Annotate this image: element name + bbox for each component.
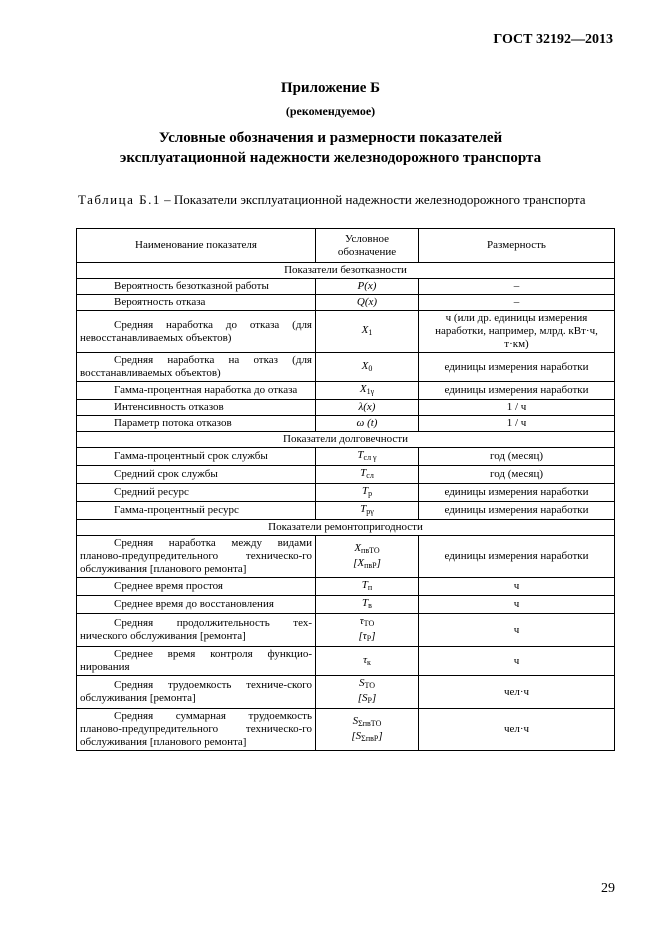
symbol-stack xyxy=(360,383,374,398)
symbol-main: S xyxy=(352,714,359,727)
table-row xyxy=(77,502,615,520)
table-row xyxy=(77,382,615,400)
table-row xyxy=(77,448,615,466)
indicator-name: Средняя трудоемкость техниче-ского обслуживания [ремонта] xyxy=(77,676,316,709)
symbol-primary xyxy=(362,579,372,594)
symbol-main: T xyxy=(361,485,369,497)
symbol-subscript: сл γ xyxy=(363,453,377,462)
table-row xyxy=(77,709,615,751)
symbol-alt-close: ] xyxy=(371,692,377,704)
symbol-main: P(x) xyxy=(357,280,377,292)
symbol-main: X xyxy=(361,324,369,336)
symbol-stack xyxy=(359,401,376,413)
indicator-symbol xyxy=(316,596,419,614)
document-code: ГОСТ 32192—2013 xyxy=(493,32,613,47)
symbol-subscript: в xyxy=(368,601,372,610)
appendix-subtitle: (рекомендуемое) xyxy=(285,104,376,118)
symbol-alt-close: ] xyxy=(378,729,383,742)
indicator-dimension: единицы измерения наработки xyxy=(419,484,615,502)
symbol-stack xyxy=(362,597,372,612)
symbol-stack xyxy=(360,467,374,482)
table-row xyxy=(77,311,615,353)
symbol-stack xyxy=(359,615,376,645)
symbol-alternate xyxy=(359,630,376,645)
symbol-alt-main: [S xyxy=(357,692,368,704)
symbol-main: Q(x) xyxy=(356,296,378,308)
indicator-dimension: – xyxy=(419,295,615,311)
symbol-subscript: сл xyxy=(366,471,374,480)
indicator-name: Интенсивность отказов xyxy=(77,400,316,416)
symbol-main: S xyxy=(358,677,365,689)
indicator-name: Вероятность отказа xyxy=(77,295,316,311)
indicator-symbol xyxy=(316,578,419,596)
indicator-dimension: ч xyxy=(419,614,615,647)
symbol-alt-close: ] xyxy=(376,556,381,569)
symbol-main: T xyxy=(362,597,369,609)
indicator-symbol xyxy=(316,709,419,751)
indicator-name: Вероятность безотказной работы xyxy=(77,279,316,295)
symbol-primary xyxy=(363,654,371,669)
indicator-name: Средняя суммарная трудоемкость планово-предупредительного техническо-го обслуживания [планового ремонта] xyxy=(77,709,316,751)
indicator-dimension: чел·ч xyxy=(419,676,615,709)
symbol-subscript: к xyxy=(367,657,371,667)
header-name: Наименование показателя xyxy=(77,229,316,263)
table-row xyxy=(77,578,615,596)
symbol-subscript: рγ xyxy=(366,507,374,516)
indicator-symbol xyxy=(316,502,419,520)
indicator-symbol xyxy=(316,382,419,400)
indicator-dimension: 1 / ч xyxy=(419,400,615,416)
symbol-primary xyxy=(353,715,382,730)
indicator-symbol xyxy=(316,311,419,353)
indicator-name: Средняя наработка до отказа (для невосстанавливаемых объектов) xyxy=(77,311,316,353)
indicator-symbol xyxy=(316,536,419,578)
symbol-alt-close: ] xyxy=(371,630,376,642)
symbol-subscript: пвТО xyxy=(361,545,380,555)
symbol-stack xyxy=(362,360,373,375)
symbol-stack xyxy=(357,449,376,464)
indicator-name: Средняя наработка на отказ (для восстанавливаемых объектов) xyxy=(77,353,316,382)
indicator-dimension: чел·ч xyxy=(419,709,615,751)
table-row xyxy=(77,484,615,502)
symbol-stack xyxy=(358,677,377,707)
table-row xyxy=(77,279,615,295)
symbol-primary xyxy=(359,677,375,692)
section-row xyxy=(77,520,615,536)
table-row xyxy=(77,614,615,647)
section-row xyxy=(77,263,615,279)
symbol-stack xyxy=(353,542,381,572)
heading-line-1: Условные обозначения и размерности показателей xyxy=(158,130,503,146)
table-header-row xyxy=(77,229,615,263)
heading-line-2: эксплуатационной надежности железнодорожного транспорта xyxy=(119,150,542,166)
symbol-stack xyxy=(363,654,371,669)
section-row xyxy=(77,432,615,448)
symbol-stack xyxy=(362,485,372,500)
symbol-alt-superscript: Σ xyxy=(361,733,366,743)
symbol-primary xyxy=(357,417,378,429)
reliability-indicators-table xyxy=(76,228,615,751)
symbol-main: T xyxy=(357,449,364,461)
table-row xyxy=(77,596,615,614)
symbol-superscript: Σ xyxy=(358,718,363,728)
appendix-title: Приложение Б xyxy=(280,80,381,96)
section-title: Показатели долговечности xyxy=(77,432,615,448)
header-symbol: Условное обозначение xyxy=(316,229,419,263)
symbol-stack xyxy=(358,280,377,292)
symbol-main: T xyxy=(360,503,367,515)
symbol-main: X xyxy=(359,383,367,395)
symbol-main: T xyxy=(361,579,368,591)
symbol-subscript: ТО xyxy=(364,681,376,690)
indicator-dimension: год (месяц) xyxy=(419,448,615,466)
symbol-primary xyxy=(357,449,376,464)
symbol-subscript: 0 xyxy=(368,363,373,373)
symbol-primary xyxy=(354,542,379,557)
symbol-alt-subscript: пвР xyxy=(365,733,379,743)
indicator-name: Средняя продолжительность тех-нического обслуживания [ремонта] xyxy=(77,614,316,647)
symbol-subscript: 1 xyxy=(368,328,373,337)
table-row xyxy=(77,647,615,676)
indicator-name: Среднее время контроля функцио-нирования xyxy=(77,647,316,676)
indicator-symbol xyxy=(316,416,419,432)
appendix-heading xyxy=(0,128,661,168)
indicator-name: Средняя наработка между видами планово-предупредительного техническо-го обслуживания [планового ремонта] xyxy=(77,536,316,578)
indicator-name: Гамма-процентный срок службы xyxy=(77,448,316,466)
symbol-primary xyxy=(360,467,374,482)
indicator-dimension: ч xyxy=(419,578,615,596)
indicator-symbol xyxy=(316,353,419,382)
symbol-subscript: р xyxy=(368,489,373,498)
symbol-alternate xyxy=(358,692,377,707)
symbol-alt-main: [τ xyxy=(358,630,367,642)
indicator-symbol xyxy=(316,400,419,416)
symbol-alternate xyxy=(353,557,381,572)
symbol-main: τ xyxy=(363,653,368,666)
indicator-dimension: – xyxy=(419,279,615,295)
indicator-name: Гамма-процентная наработка до отказа xyxy=(77,382,316,400)
table-row xyxy=(77,353,615,382)
indicator-symbol xyxy=(316,466,419,484)
indicator-symbol xyxy=(316,448,419,466)
symbol-subscript: ТО xyxy=(363,619,375,628)
symbol-primary xyxy=(360,615,375,630)
symbol-stack xyxy=(351,715,382,745)
indicator-dimension: единицы измерения наработки xyxy=(419,353,615,382)
symbol-main: ω (t) xyxy=(356,417,378,429)
table-caption xyxy=(78,192,614,207)
indicator-name: Средний ресурс xyxy=(77,484,316,502)
symbol-primary xyxy=(362,360,373,375)
symbol-stack xyxy=(357,296,377,308)
indicator-dimension: единицы измерения наработки xyxy=(419,502,615,520)
table-caption-lead: Таблица Б.1 xyxy=(78,192,161,207)
indicator-symbol xyxy=(316,614,419,647)
symbol-primary xyxy=(362,324,373,339)
table-row xyxy=(77,536,615,578)
symbol-primary xyxy=(360,503,374,518)
indicator-dimension: ч xyxy=(419,596,615,614)
table-row xyxy=(77,295,615,311)
symbol-main: τ xyxy=(359,615,364,627)
symbol-main: X xyxy=(361,359,369,372)
symbol-main: λ(x) xyxy=(358,401,376,413)
indicator-dimension: ч xyxy=(419,647,615,676)
symbol-alt-main: [X xyxy=(353,556,365,569)
symbol-alt-subscript: Р xyxy=(366,634,372,643)
symbol-primary xyxy=(362,597,372,612)
indicator-dimension: 1 / ч xyxy=(419,416,615,432)
indicator-dimension: единицы измерения наработки xyxy=(419,536,615,578)
symbol-stack xyxy=(362,324,373,339)
symbol-primary xyxy=(360,383,374,398)
symbol-stack xyxy=(362,579,372,594)
symbol-primary xyxy=(357,296,377,308)
indicator-name: Средний срок службы xyxy=(77,466,316,484)
symbol-stack xyxy=(357,417,378,429)
indicator-name: Среднее время простоя xyxy=(77,578,316,596)
symbol-main: T xyxy=(360,467,367,479)
symbol-alt-subscript: Р xyxy=(367,696,372,705)
symbol-alt-main: [S xyxy=(351,729,362,742)
symbol-primary xyxy=(362,485,372,500)
symbol-main: X xyxy=(354,541,362,554)
header-dimension: Размерность xyxy=(419,229,615,263)
symbol-subscript: п xyxy=(367,583,373,592)
symbol-subscript: пвТО xyxy=(362,718,382,728)
indicator-symbol xyxy=(316,295,419,311)
section-title: Показатели ремонтопригодности xyxy=(77,520,615,536)
indicator-name: Параметр потока отказов xyxy=(77,416,316,432)
table-row xyxy=(77,676,615,709)
symbol-stack xyxy=(360,503,374,518)
symbol-subscript: 1γ xyxy=(366,387,375,396)
indicator-dimension: ч (или др. единицы измерения наработки, например, млрд. кВт·ч, т·км) xyxy=(419,311,615,353)
indicator-name: Среднее время до восстановления xyxy=(77,596,316,614)
section-title: Показатели безотказности xyxy=(77,263,615,279)
table-row xyxy=(77,466,615,484)
symbol-primary xyxy=(359,401,376,413)
indicator-dimension: единицы измерения наработки xyxy=(419,382,615,400)
table-row xyxy=(77,416,615,432)
table-row xyxy=(77,400,615,416)
indicator-symbol xyxy=(316,647,419,676)
indicator-dimension: год (месяц) xyxy=(419,466,615,484)
indicator-symbol xyxy=(316,279,419,295)
page-number: 29 xyxy=(601,881,615,896)
indicator-symbol xyxy=(316,676,419,709)
table-body xyxy=(77,263,615,751)
indicator-symbol xyxy=(316,484,419,502)
symbol-alt-subscript: пвР xyxy=(364,560,377,570)
table-caption-text: – Показатели эксплуатационной надежности железнодорожного транспорта xyxy=(160,192,586,207)
indicator-name: Гамма-процентный ресурс xyxy=(77,502,316,520)
symbol-alternate xyxy=(351,730,382,745)
symbol-primary xyxy=(358,280,377,292)
